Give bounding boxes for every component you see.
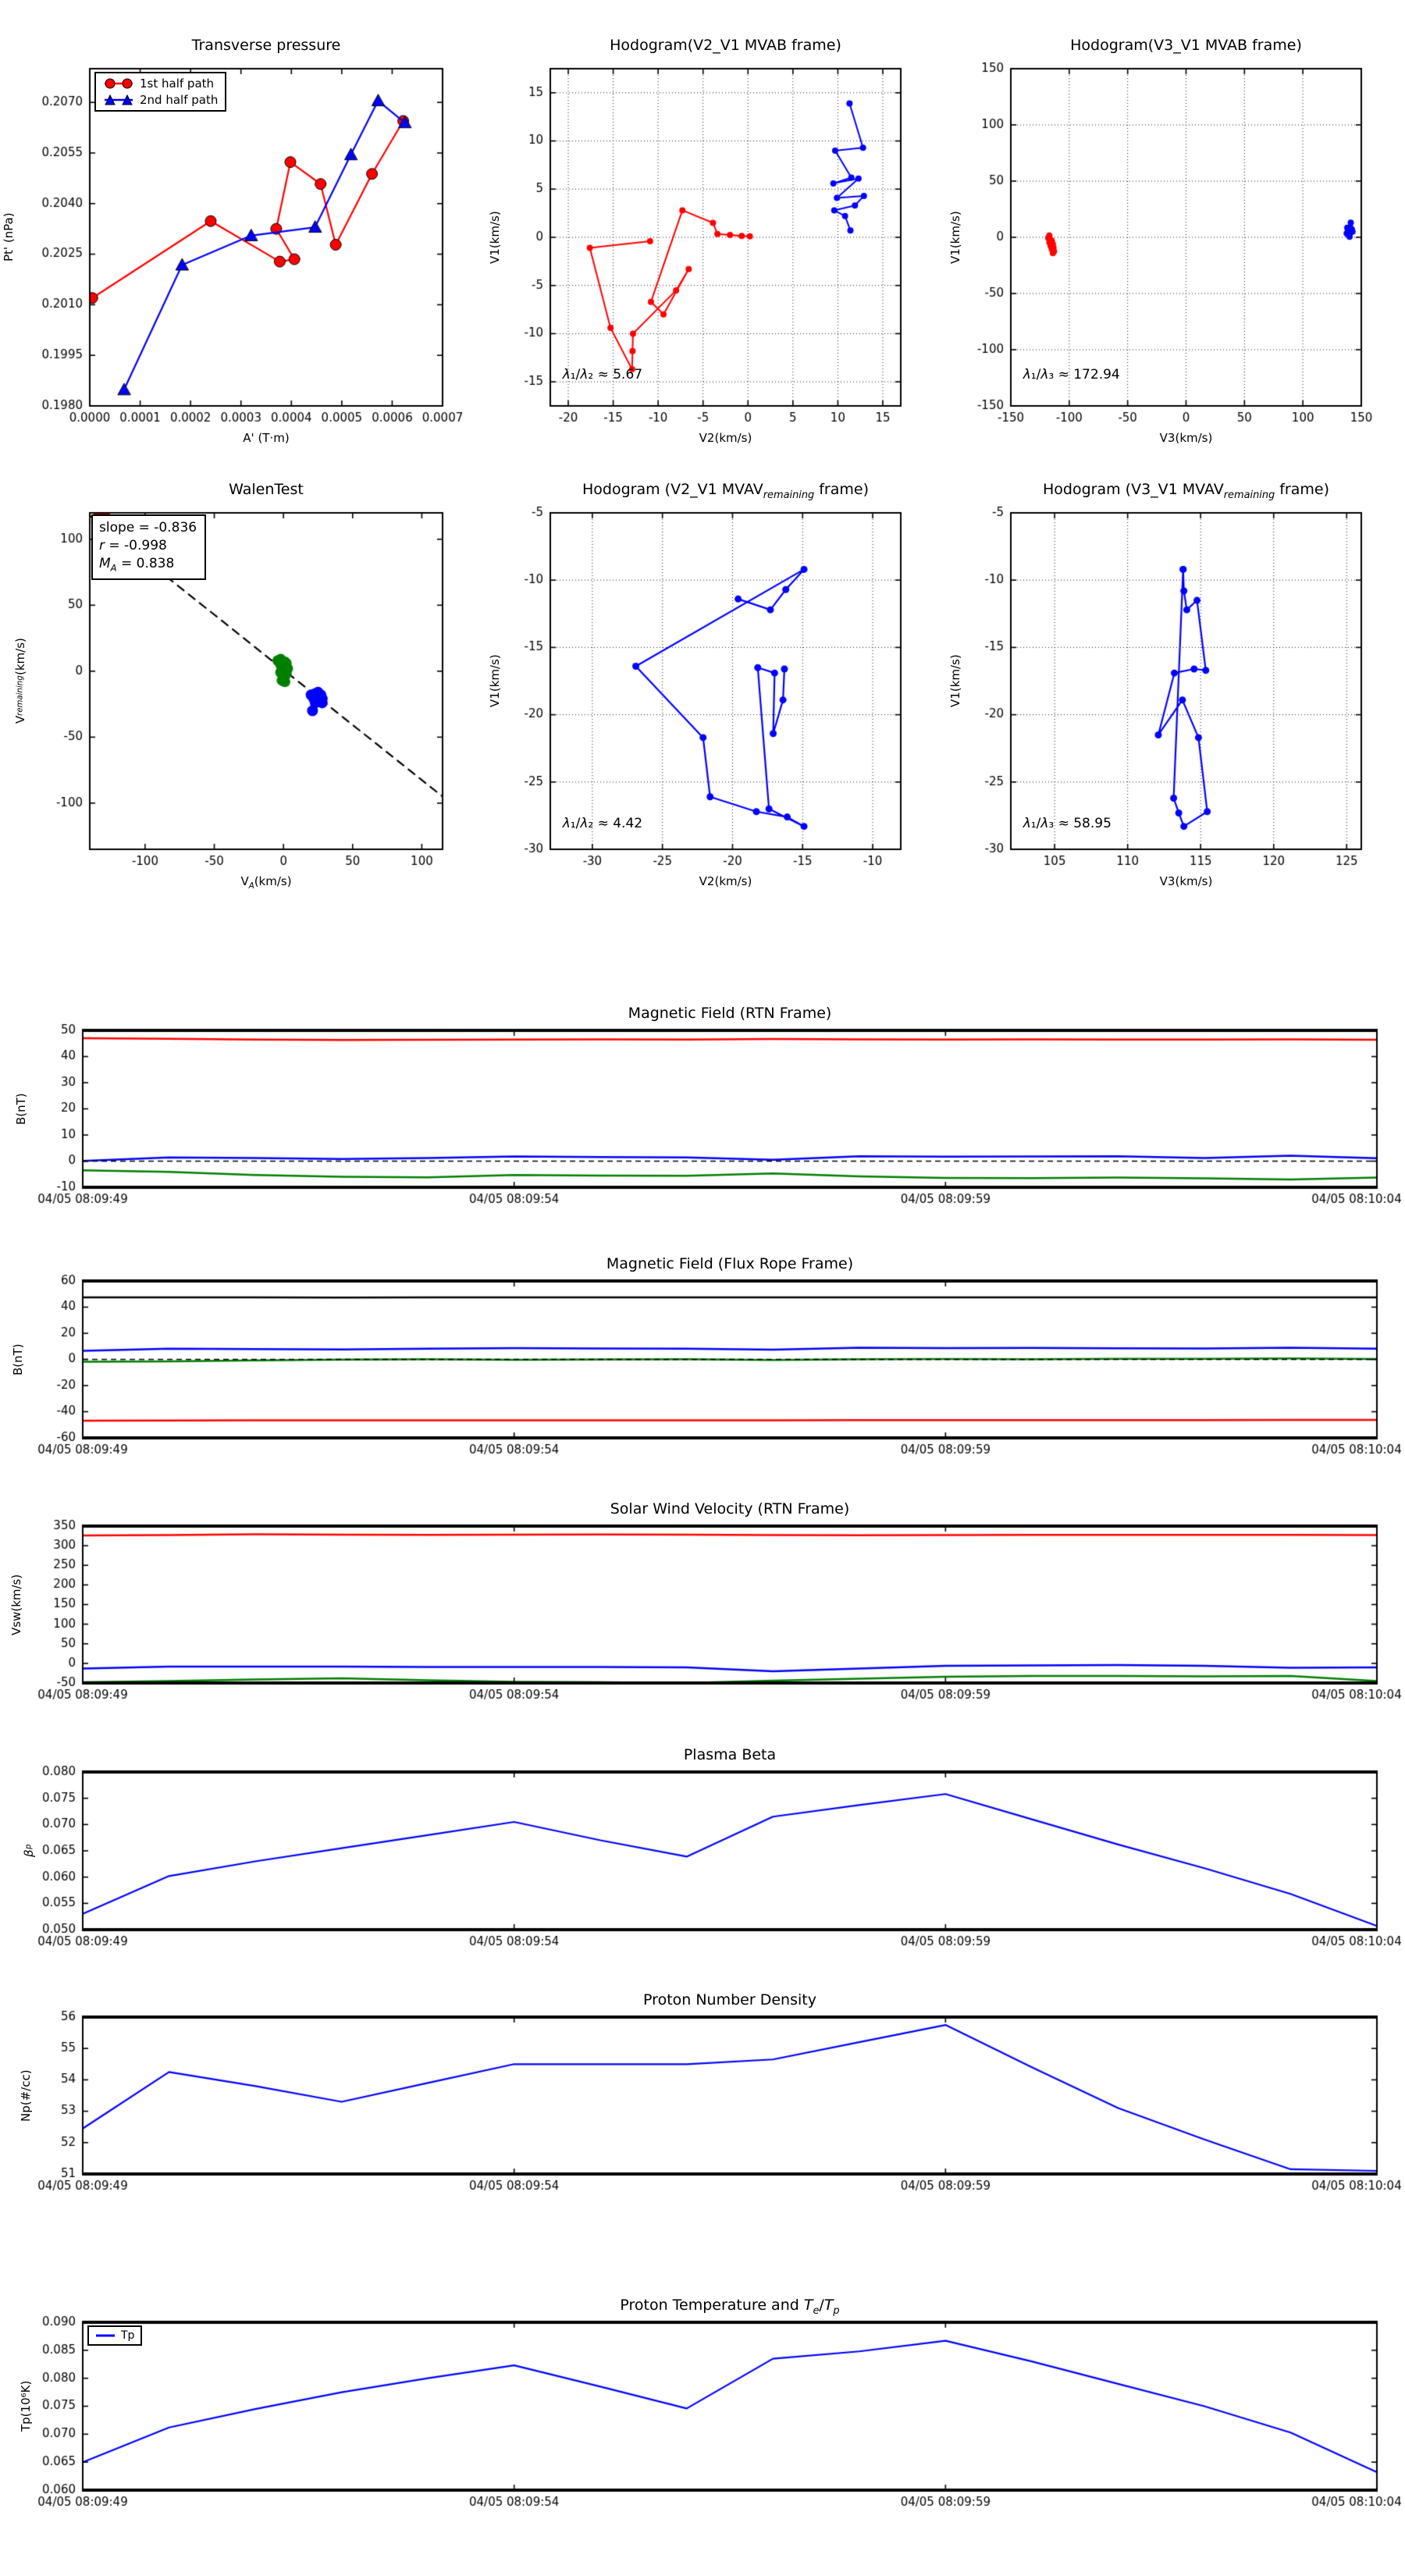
legend-label: 1st half path xyxy=(140,76,215,91)
y-axis-label: V1(km/s) xyxy=(488,654,502,708)
x-axis-label: V2(km/s) xyxy=(699,874,752,888)
eigenvalue-ratio-annotation: λ₁/λ₂ ≈ 5.67 xyxy=(562,367,643,383)
y-axis-label: B(nT) xyxy=(11,1343,25,1375)
panel-title: Solar Wind Velocity (RTN Frame) xyxy=(610,1500,850,1517)
legend xyxy=(94,72,226,112)
panel-title: Magnetic Field (Flux Rope Frame) xyxy=(606,1255,854,1272)
legend-item xyxy=(103,76,218,91)
legend xyxy=(87,2325,142,2346)
y-axis-label: V1(km/s) xyxy=(488,211,502,264)
x-axis-label: A' (T·m) xyxy=(243,431,290,445)
y-axis-label: V remaining (km/s) xyxy=(13,638,27,724)
y-axis-label: B(nT) xyxy=(14,1093,28,1125)
fit-stats-box: slope = -0.836 r = -0.998 $M_A = 0.838$ xyxy=(91,514,206,580)
y-axis-label: Tp(10⁶K) xyxy=(19,2380,33,2432)
legend-label: Tp xyxy=(121,2329,135,2342)
panel-title: Hodogram (V2_V1 $MVAV_{remaining}$ frame) xyxy=(582,481,869,501)
panel-title: Proton Temperature and $T_e/T_p$ xyxy=(620,2297,840,2317)
panel-title: Magnetic Field (RTN Frame) xyxy=(628,1005,832,1022)
y-axis-label: V1(km/s) xyxy=(948,211,962,264)
y-axis-label: V1(km/s) xyxy=(948,654,962,708)
y-axis-label: Vsw(km/s) xyxy=(9,1574,23,1635)
y-axis-label: Pt' (nPa) xyxy=(2,212,16,262)
x-axis-label: V3(km/s) xyxy=(1159,431,1213,445)
panel-title: Hodogram(V2_V1 MVAB frame) xyxy=(610,37,841,54)
y-axis-label: Np(#/cc) xyxy=(19,2069,33,2122)
panel-title: WalenTest xyxy=(229,481,304,498)
panel-title: Plasma Beta xyxy=(683,1746,777,1763)
panel-title: Proton Number Density xyxy=(643,1991,816,2008)
x-axis-label: V2(km/s) xyxy=(699,431,752,445)
legend-item xyxy=(95,2329,134,2342)
x-axis-label: V3(km/s) xyxy=(1159,874,1213,888)
panel-title: Hodogram (V3_V1 $MVAV_{remaining}$ frame) xyxy=(1043,481,1329,501)
legend-item xyxy=(103,93,218,107)
eigenvalue-ratio-annotation: λ₁/λ₃ ≈ 172.94 xyxy=(1023,367,1120,383)
x-axis-label: $V_A(km/s)$ xyxy=(240,874,292,891)
eigenvalue-ratio-annotation: λ₁/λ₂ ≈ 4.42 xyxy=(562,815,643,831)
panel-title: Hodogram(V3_V1 MVAB frame) xyxy=(1070,37,1302,54)
panel-title: Transverse pressure xyxy=(191,37,341,54)
y-axis-label: β p xyxy=(22,1844,36,1858)
eigenvalue-ratio-annotation: λ₁/λ₃ ≈ 58.95 xyxy=(1023,815,1112,831)
legend-label: 2nd half path xyxy=(140,93,219,107)
